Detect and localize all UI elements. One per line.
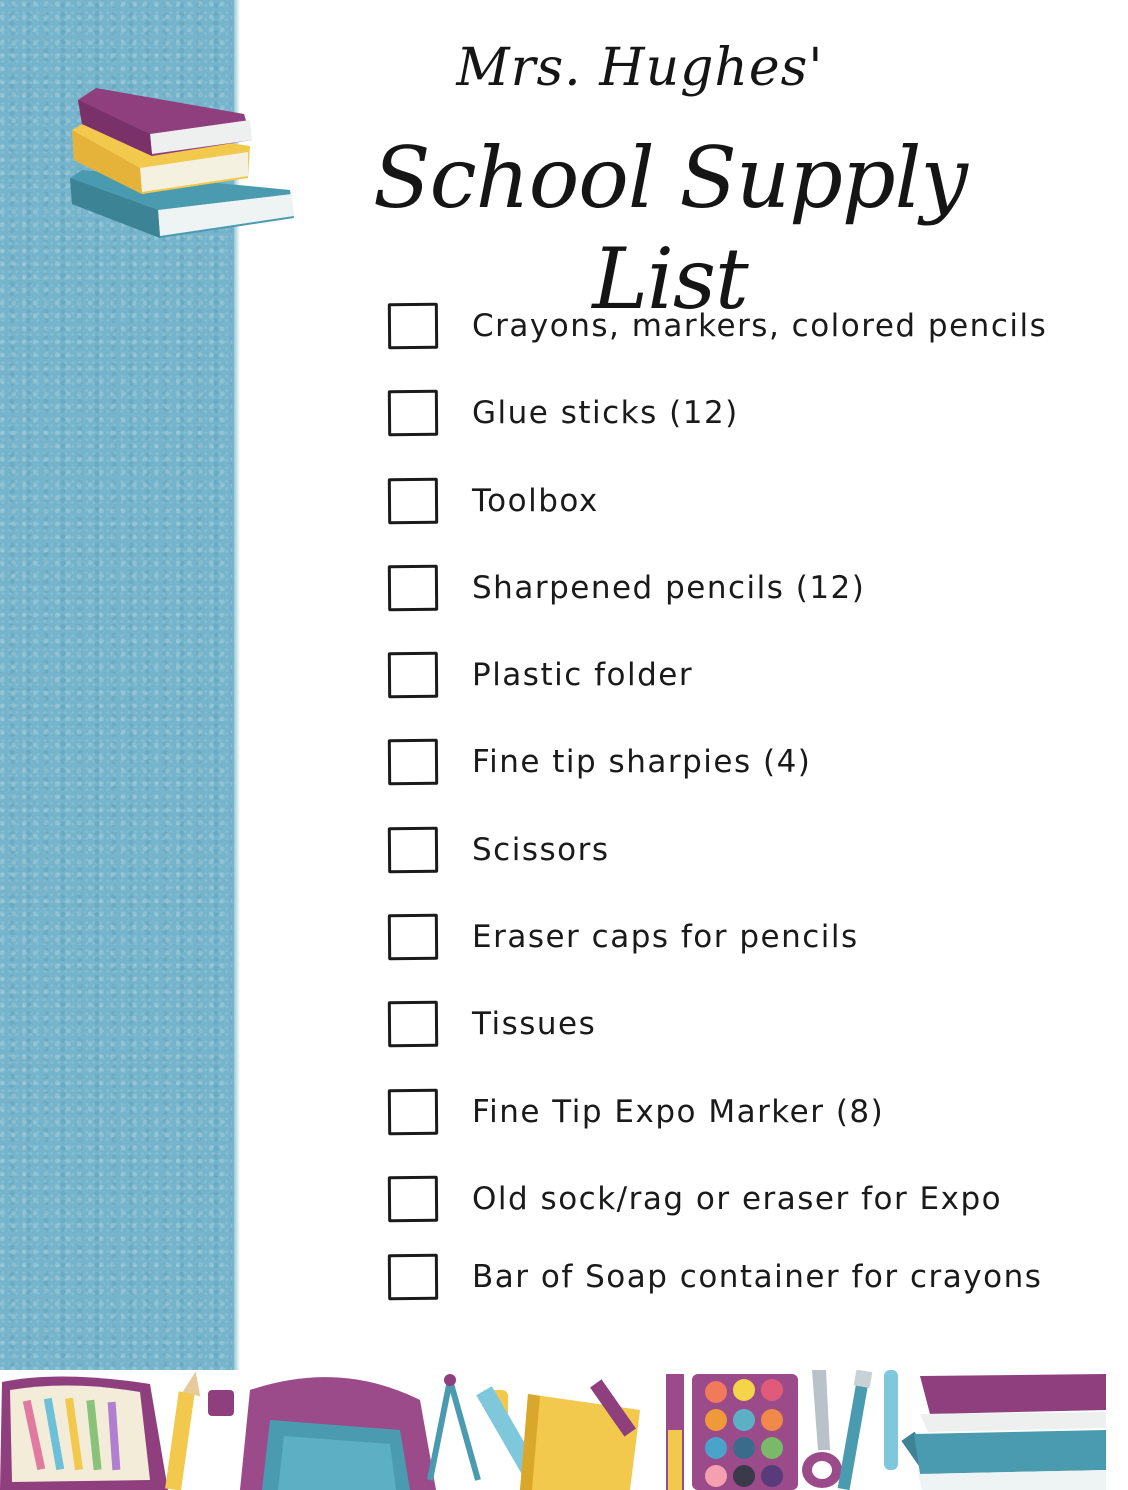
- backpack-icon: [240, 1377, 436, 1490]
- page-title: School Supply List: [373, 129, 967, 328]
- book-stack-icon: [62, 86, 302, 246]
- supply-label: Scissors: [472, 832, 610, 868]
- supply-label: Glue sticks (12): [472, 395, 739, 431]
- watercolor-palette-icon: [692, 1374, 798, 1490]
- supply-label: Plastic folder: [472, 657, 694, 693]
- list-item: [388, 645, 1088, 705]
- supply-label: Toolbox: [472, 483, 599, 519]
- school-supplies-border: [0, 1370, 1106, 1490]
- glue-stick-icon: [884, 1370, 898, 1470]
- checkbox[interactable]: [388, 390, 438, 436]
- list-item: [388, 1247, 1088, 1307]
- supply-label: Tissues: [472, 1006, 597, 1042]
- list-item: [388, 1169, 1088, 1229]
- supply-label: Fine tip sharpies (4): [472, 744, 812, 780]
- list-item: [388, 820, 1088, 880]
- supply-label: Bar of Soap container for crayons: [472, 1259, 1043, 1295]
- list-item: [388, 296, 1088, 356]
- checkbox[interactable]: [388, 652, 438, 698]
- checkbox[interactable]: [388, 565, 438, 611]
- checkbox[interactable]: [388, 1089, 438, 1135]
- list-item: [388, 732, 1088, 792]
- supply-label: Sharpened pencils (12): [472, 570, 866, 606]
- list-item: [388, 994, 1088, 1054]
- checkbox[interactable]: [388, 827, 438, 873]
- checkbox[interactable]: [388, 739, 438, 785]
- checkbox[interactable]: [388, 478, 438, 524]
- list-item: [388, 558, 1088, 618]
- list-item: [388, 383, 1088, 443]
- list-item: [388, 471, 1088, 531]
- supply-label: Fine Tip Expo Marker (8): [472, 1094, 885, 1130]
- supply-label: Old sock/rag or eraser for Expo: [472, 1181, 1003, 1217]
- checkbox[interactable]: [388, 1254, 438, 1300]
- checkbox[interactable]: [388, 1176, 438, 1222]
- supply-label: Eraser caps for pencils: [472, 919, 859, 955]
- teacher-name: Mrs. Hughes': [456, 38, 824, 98]
- notebook-icon: [520, 1394, 640, 1490]
- supply-label: Crayons, markers, colored pencils: [472, 308, 1048, 344]
- checkbox[interactable]: [388, 1001, 438, 1047]
- checkbox[interactable]: [388, 914, 438, 960]
- pencil-case-icon: [0, 1376, 168, 1490]
- list-item: [388, 1082, 1088, 1142]
- checkbox[interactable]: [388, 303, 438, 349]
- list-item: [388, 907, 1088, 967]
- sharpener-icon: [208, 1390, 234, 1416]
